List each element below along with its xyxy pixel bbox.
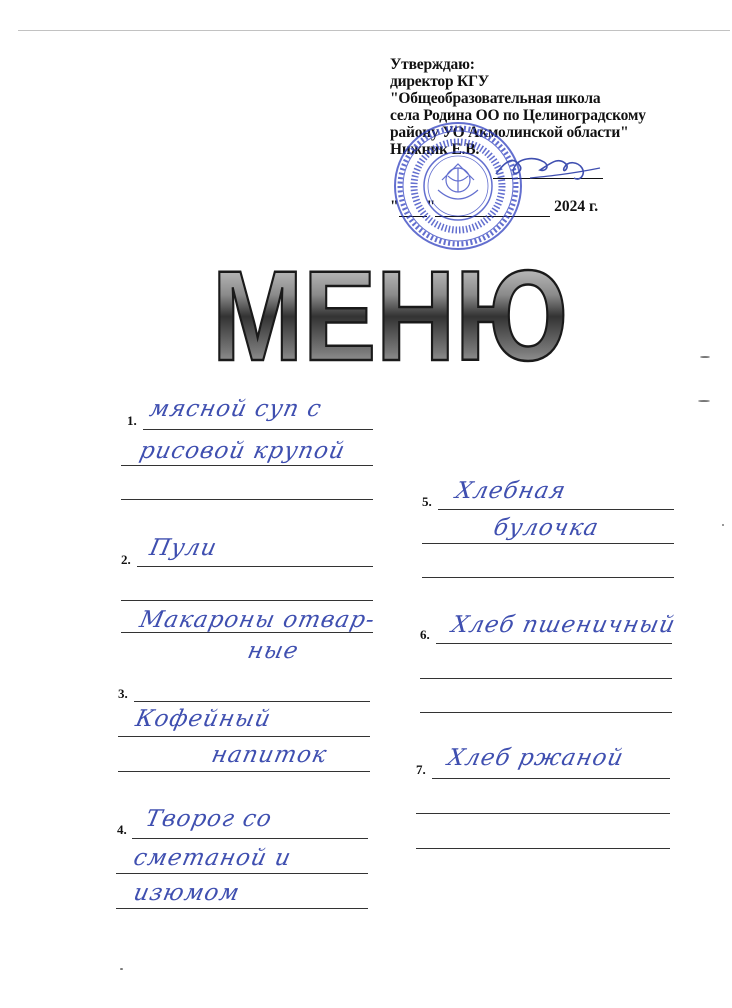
date-quote-open: " [390, 198, 399, 215]
approval-heading: Утверждаю: [390, 56, 475, 73]
item-3-line-1 [134, 701, 370, 702]
item-4-text-3: изюмом [131, 880, 243, 906]
scan-speck [120, 968, 123, 970]
scan-speck [698, 400, 710, 402]
item-2-text-4: ные [245, 638, 302, 664]
director-signature [490, 148, 610, 188]
scan-edge-line [18, 30, 730, 31]
item-3-text-2: Кофейный [133, 706, 274, 732]
scan-speck [700, 356, 710, 358]
item-3-number: 3. [118, 686, 128, 701]
date-year: 2024 г. [554, 198, 599, 215]
item-2-line-1 [137, 566, 373, 567]
item-1-text-2: рисовой крупой [137, 438, 348, 464]
approval-director-name: Нижник Е.В. [390, 141, 480, 158]
item-4-text-1: Творог со [143, 806, 275, 832]
item-4-text-2: сметаной и [131, 845, 294, 871]
approval-org-line3: району УО Акмолинской области" [390, 124, 629, 141]
item-1-line-1 [143, 429, 373, 430]
item-7-text-1: Хлеб ржаной [445, 745, 627, 771]
menu-title-text: МЕНЮ [212, 245, 568, 388]
item-2-line-2 [121, 600, 373, 601]
menu-title [208, 245, 568, 388]
item-5-line-1 [438, 509, 674, 510]
item-1-text-1: мясной суп с [147, 396, 325, 422]
item-3-line-2 [118, 736, 370, 737]
item-4-line-3 [116, 908, 368, 909]
item-6-number: 6. [420, 627, 430, 642]
approval-org-line1: "Общеобразовательная школа [390, 90, 601, 107]
item-2-text-3: Макароны отвар- [137, 607, 378, 633]
item-1-number: 1. [127, 413, 137, 428]
item-3-text-3: напиток [209, 742, 330, 768]
scan-speck [722, 524, 724, 526]
item-1-line-2 [121, 465, 373, 466]
approval-org-line2: села Родина ОО по Целиноградскому [390, 107, 646, 124]
item-2-text-1: Пули [147, 535, 220, 561]
item-5-text-1: Хлебная [453, 478, 569, 504]
item-3-line-3 [118, 771, 370, 772]
item-7-line-3 [416, 848, 670, 849]
item-6-line-2 [420, 678, 672, 679]
item-5-line-3 [422, 577, 674, 578]
item-1-line-3 [121, 499, 373, 500]
item-5-text-2: булочка [491, 515, 602, 541]
item-7-number: 7. [416, 762, 426, 777]
item-4-line-1 [132, 838, 368, 839]
item-4-number: 4. [117, 822, 127, 837]
item-6-line-3 [420, 712, 672, 713]
item-5-number: 5. [422, 494, 432, 509]
item-6-line-1 [436, 643, 672, 644]
item-7-line-2 [416, 813, 670, 814]
item-5-line-2 [422, 543, 674, 544]
item-7-line-1 [432, 778, 670, 779]
approval-position: директор КГУ [390, 73, 489, 90]
date-quote-close: " [426, 198, 436, 215]
item-2-number: 2. [121, 552, 131, 567]
item-6-text-1: Хлеб пшеничный [449, 612, 678, 638]
item-4-line-2 [116, 873, 368, 874]
